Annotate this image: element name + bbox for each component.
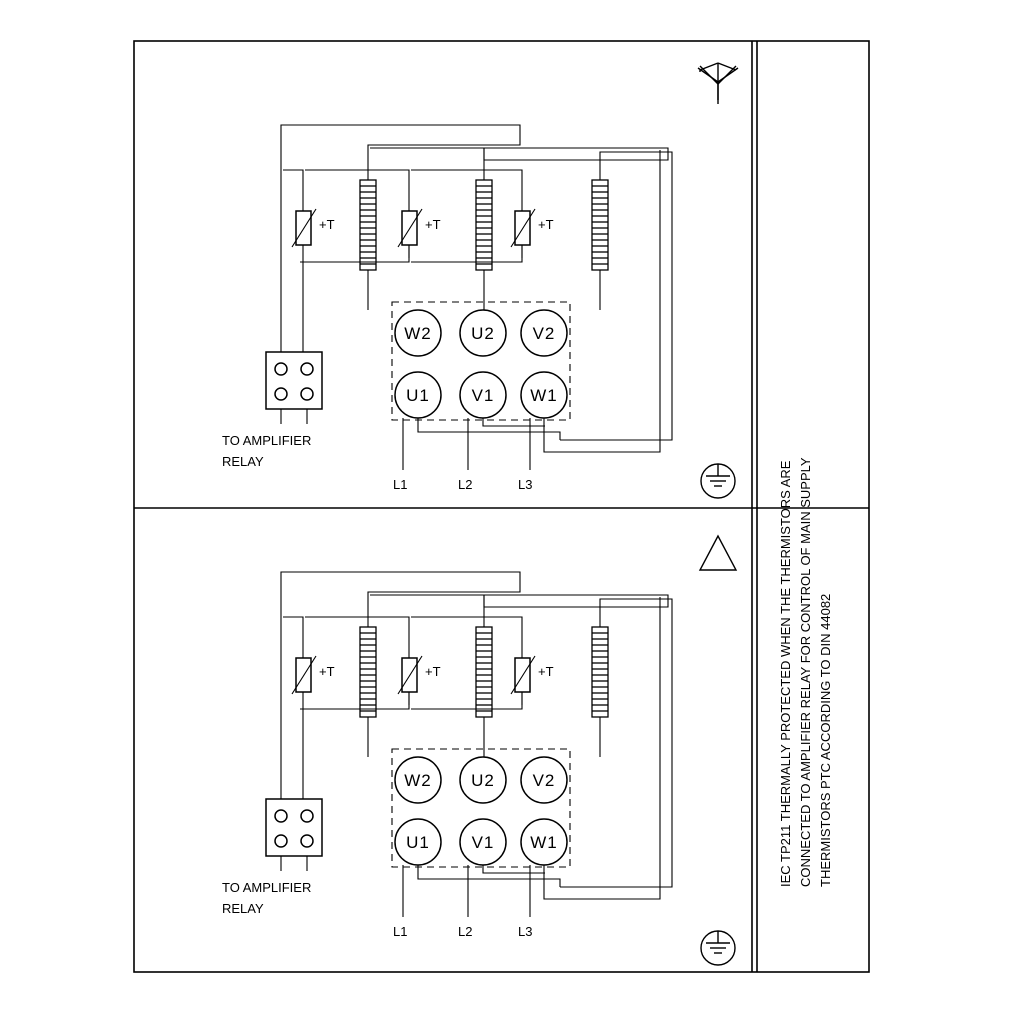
thermistor-bus-c-star — [411, 170, 522, 198]
star-link-1 — [418, 418, 560, 440]
thermistor-2-star — [398, 198, 441, 258]
winding-1-star — [360, 160, 376, 310]
side-note-line3: THERMISTORS PTC ACCORDING TO DIN 44082 — [818, 593, 833, 887]
amplifier-label-line2-star: RELAY — [222, 454, 264, 469]
thermistor-1-star — [292, 198, 335, 360]
amplifier-terminal-block-delta — [266, 799, 322, 871]
thermistor-label-3-star: +T — [538, 217, 554, 232]
thermistor-label-2-star: +T — [425, 217, 441, 232]
terminal-label-u1-star: U1 — [406, 386, 430, 405]
amplifier-label-line1-star: TO AMPLIFIER — [222, 433, 312, 448]
thermistor-label-1-star: +T — [319, 217, 335, 232]
winding-2-delta — [476, 595, 492, 757]
winding-3-star — [592, 175, 608, 310]
earth-symbol-delta — [701, 931, 735, 965]
side-note — [778, 457, 833, 887]
thermistor-3-star — [511, 198, 554, 258]
side-note-line2: CONNECTED TO AMPLIFIER RELAY FOR CONTROL OF MAIN SUPPLY — [798, 457, 813, 887]
delta-link-2 — [483, 865, 545, 873]
panel-delta — [222, 536, 736, 965]
amplifier-terminal-block-star — [266, 352, 322, 424]
supply-label-l2-star: L2 — [458, 477, 473, 492]
thermistor-label-2-delta: +T — [425, 664, 441, 679]
terminal-label-v1-star: V1 — [471, 386, 495, 405]
side-note-line1: IEC TP211 THERMALLY PROTECTED WHEN THE THERMISTORS ARE — [778, 460, 793, 887]
supply-label-l1-delta: L1 — [393, 924, 408, 939]
thermistor-bus-b-star — [305, 170, 409, 198]
supply-label-l3-delta: L3 — [518, 924, 533, 939]
terminal-label-v2-delta: V2 — [532, 771, 556, 790]
earth-symbol-star — [701, 464, 735, 498]
thermistor-return-b-star — [300, 245, 409, 262]
winding-bus-3-delta — [560, 599, 672, 887]
thermistor-3-delta — [511, 645, 554, 705]
thermistor-return-c-star — [411, 245, 522, 262]
supply-label-l3-star: L3 — [518, 477, 533, 492]
amplifier-label-line2-delta: RELAY — [222, 901, 264, 916]
thermistor-bus-a-star — [283, 170, 303, 198]
delta-link-1 — [418, 865, 560, 887]
winding-3-delta — [592, 622, 608, 757]
thermistor-bus-b-delta — [305, 617, 409, 645]
terminal-label-v2-star: V2 — [532, 324, 556, 343]
supply-label-l2-delta: L2 — [458, 924, 473, 939]
terminal-label-w1-delta: W1 — [530, 833, 558, 852]
terminal-label-w1-star: W1 — [530, 386, 558, 405]
thermistor-1-delta — [292, 645, 335, 807]
terminal-label-u2-delta: U2 — [471, 771, 495, 790]
winding-bus-3-star — [560, 152, 672, 440]
terminal-label-u2-star: U2 — [471, 324, 495, 343]
delta-symbol — [700, 536, 736, 570]
winding-bus-2-delta — [370, 595, 668, 607]
terminal-label-w2-delta: W2 — [404, 771, 432, 790]
thermistor-bus-a-delta — [283, 617, 303, 645]
thermistor-return-b-delta — [300, 692, 409, 709]
winding-2-star — [476, 148, 492, 310]
supply-label-l1-star: L1 — [393, 477, 408, 492]
panel-star — [222, 63, 738, 498]
thermistor-label-1-delta: +T — [319, 664, 335, 679]
amplifier-label-line1-delta: TO AMPLIFIER — [222, 880, 312, 895]
terminal-label-w2-star: W2 — [404, 324, 432, 343]
thermistor-label-3-delta: +T — [538, 664, 554, 679]
winding-1-delta — [360, 607, 376, 757]
terminal-label-v1-delta: V1 — [471, 833, 495, 852]
thermistor-bus-c-delta — [411, 617, 522, 645]
winding-bus-2-star — [370, 148, 668, 160]
thermistor-2-delta — [398, 645, 441, 705]
star-link-2 — [483, 418, 545, 426]
terminal-label-u1-delta: U1 — [406, 833, 430, 852]
thermistor-return-c-delta — [411, 692, 522, 709]
